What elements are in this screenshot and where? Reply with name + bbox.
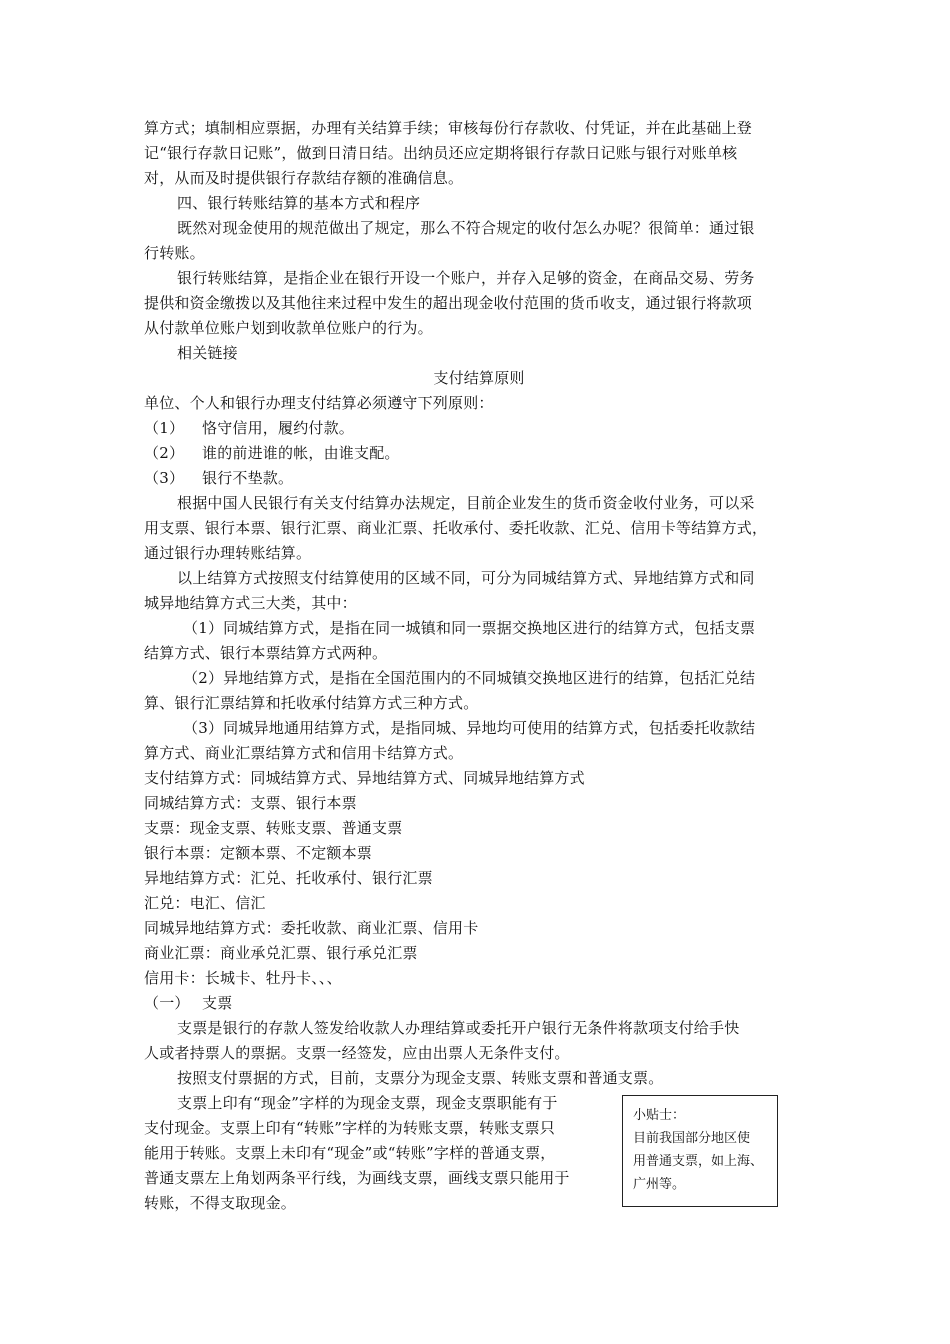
paragraph-line: 既然对现金使用的规范做出了规定，那么不符合规定的收付怎么办呢？很简单：通过银 xyxy=(177,219,755,237)
principle-item xyxy=(144,416,814,441)
paragraph-line: 人或者持票人的票据。支票一经签发，应由出票人无条件支付。 xyxy=(144,1044,570,1062)
list-item-text: 谁的前进谁的帐，由谁支配。 xyxy=(202,444,400,462)
related-link-label: 相关链接 xyxy=(177,344,238,362)
summary-line: 异地结算方式：汇兑、托收承付、银行汇票 xyxy=(144,869,433,887)
paragraph-line: 提供和资金缴拨以及其他往来过程中发生的超出现金收付范围的货币收支，通过银行将款项 xyxy=(144,294,753,312)
list-number: （1） xyxy=(144,419,185,437)
paragraph-line: 从付款单位账户划到收款单位账户的行为。 xyxy=(144,319,433,337)
paragraph-line: 以上结算方式按照支付结算使用的区域不同，可分为同城结算方式、异地结算方式和同 xyxy=(177,569,755,587)
paragraph-line: （2）异地结算方式，是指在全国范围内的不同城镇交换地区进行的结算，包括汇兑结 xyxy=(183,669,756,687)
paragraph-line: 支付现金。支票上印有“转账”字样的为转账支票，转账支票只 xyxy=(144,1119,555,1137)
subsection-title: 支付结算原则 xyxy=(433,369,525,387)
principle-item xyxy=(144,466,814,491)
paragraph-line: 转账，不得支取现金。 xyxy=(144,1194,297,1212)
paragraph-line: 城异地结算方式三大类，其中： xyxy=(144,594,357,612)
section-heading xyxy=(144,991,814,1016)
principle-item xyxy=(144,441,814,466)
section-heading: 四、银行转账结算的基本方式和程序 xyxy=(177,194,421,212)
paragraph-line: 普通支票左上角划两条平行线，为画线支票，画线支票只能用于 xyxy=(144,1169,570,1187)
summary-line: 支付结算方式：同城结算方式、异地结算方式、同城异地结算方式 xyxy=(144,769,585,787)
list-number: （2） xyxy=(144,444,185,462)
summary-line: 支票：现金支票、转账支票、普通支票 xyxy=(144,819,403,837)
paragraph-line: 按照支付票据的方式，目前，支票分为现金支票、转账支票和普通支票。 xyxy=(177,1069,664,1087)
paragraph-line: 算、银行汇票结算和托收承付结算方式三种方式。 xyxy=(144,694,479,712)
paragraph-line: 能用于转账。支票上未印有“现金”或“转账”字样的普通支票， xyxy=(144,1144,556,1162)
list-item-text: 恪守信用，履约付款。 xyxy=(202,419,355,437)
paragraph-line: 对，从而及时提供银行存款结存额的准确信息。 xyxy=(144,169,464,187)
list-number: （一） xyxy=(144,994,190,1012)
paragraph-line: 行转账。 xyxy=(144,244,205,262)
paragraph-line: 记“银行存款日记账”，做到日清日结。出纳员还应定期将银行存款日记账与银行对账单核 xyxy=(144,144,738,162)
tip-box xyxy=(622,1095,778,1207)
paragraph-line: （1）同城结算方式，是指在同一城镇和同一票据交换地区进行的结算方式，包括支票 xyxy=(183,619,756,637)
tip-title: 小贴士： xyxy=(633,1108,686,1123)
summary-line: 银行本票：定额本票、不定额本票 xyxy=(144,844,373,862)
summary-line: 同城结算方式：支票、银行本票 xyxy=(144,794,357,812)
list-number: （3） xyxy=(144,469,185,487)
tip-line: 用普通支票，如上海、 xyxy=(633,1154,764,1169)
summary-line: 汇兑：电汇、信汇 xyxy=(144,894,266,912)
tip-line: 目前我国部分地区使 xyxy=(633,1131,751,1146)
summary-line: 同城异地结算方式：委托收款、商业汇票、信用卡 xyxy=(144,919,479,937)
summary-line: 商业汇票：商业承兑汇票、银行承兑汇票 xyxy=(144,944,418,962)
paragraph-line: 单位、个人和银行办理支付结算必须遵守下列原则： xyxy=(144,394,494,412)
paragraph-line: 支票是银行的存款人签发给收款人办理结算或委托开户银行无条件将款项支付给手快 xyxy=(177,1019,740,1037)
tip-line: 广州等。 xyxy=(633,1177,686,1192)
paragraph-line: （3）同城异地通用结算方式，是指同城、异地均可使用的结算方式，包括委托收款结 xyxy=(183,719,756,737)
paragraph-line: 支票上印有“现金”字样的为现金支票，现金支票职能有于 xyxy=(177,1094,558,1112)
paragraph-line: 算方式、商业汇票结算方式和信用卡结算方式。 xyxy=(144,744,464,762)
summary-line: 信用卡：长城卡、牡丹卡、、、 xyxy=(144,969,342,987)
list-item-text: 银行不垫款。 xyxy=(202,469,294,487)
paragraph-line: 结算方式、银行本票结算方式两种。 xyxy=(144,644,388,662)
paragraph-line: 银行转账结算，是指企业在银行开设一个账户，并存入足够的资金，在商品交易、劳务 xyxy=(177,269,755,287)
paragraph-line: 算方式；填制相应票据，办理有关结算手续；审核每份行存款收、付凭证，并在此基础上登 xyxy=(144,119,753,137)
heading-text: 支票 xyxy=(202,994,233,1012)
paragraph-line: 根据中国人民银行有关支付结算办法规定，目前企业发生的货币资金收付业务，可以采 xyxy=(177,494,755,512)
paragraph-line: 通过银行办理转账结算。 xyxy=(144,544,312,562)
paragraph-line: 用支票、银行本票、银行汇票、商业汇票、托收承付、委托收款、汇兑、信用卡等结算方式， xyxy=(144,519,768,537)
